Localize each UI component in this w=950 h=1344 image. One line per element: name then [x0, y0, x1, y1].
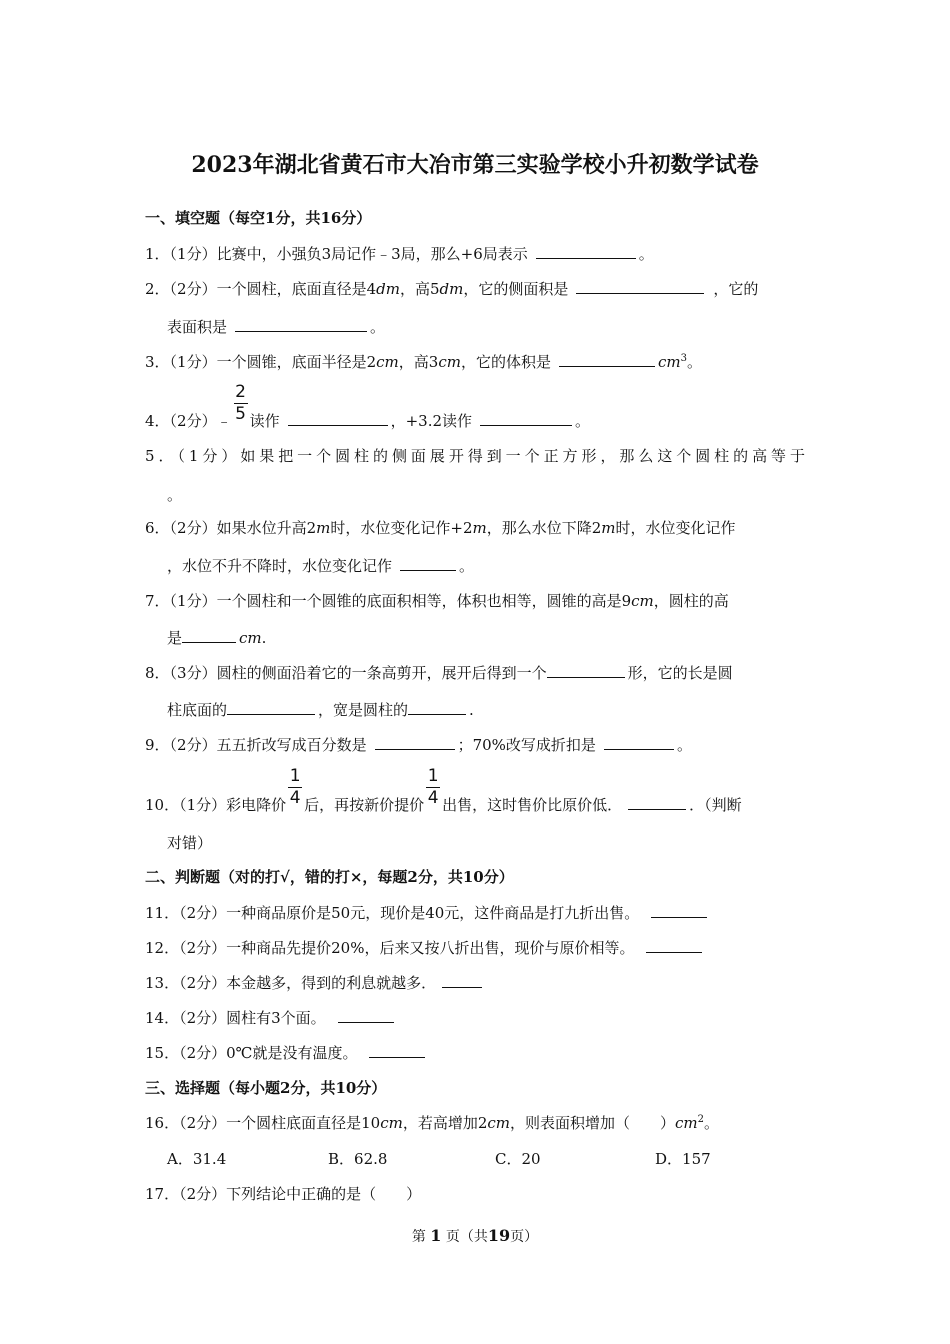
answer-blank[interactable]: [559, 352, 655, 367]
answer-blank[interactable]: [547, 663, 625, 678]
answer-blank[interactable]: [536, 244, 636, 259]
question-10-continued: 对错）: [167, 834, 213, 852]
answer-blank[interactable]: [480, 411, 572, 426]
question-9: 9．（2分）五五折改写成百分数是 ；70%改写成折扣是 。: [145, 736, 692, 754]
exam-title: 2023年湖北省黄石市大冶市第三实验学校小升初数学试卷: [191, 152, 759, 178]
answer-blank[interactable]: [576, 279, 704, 294]
answer-blank[interactable]: [604, 735, 674, 750]
answer-blank[interactable]: [646, 938, 702, 953]
answer-blank[interactable]: [408, 700, 466, 715]
question-7-continued: 是 cm.: [167, 629, 267, 647]
fraction-one-quarter: $\frac{1}{4}$: [289, 766, 301, 808]
section-multiple-choice: 三、选择题（每小题2分，共10分）: [145, 1079, 387, 1097]
question-12: 12．（2分）一种商品先提价20%，后来又按八折出售，现价与原价相等。: [145, 937, 705, 958]
option-b[interactable]: B．62.8: [328, 1150, 388, 1168]
question-1: 1．（1分）比赛中，小强负3局记作﹣3局，那么+6局表示 。: [145, 245, 654, 263]
question-5: 5．（1分）如果把一个圆柱的侧面展开得到一个正方形，那么这个圆柱的高等于: [145, 447, 805, 465]
question-5-continued: 。: [167, 486, 183, 504]
section-true-false: 二、判断题（对的打√，错的打×，每题2分，共10分）: [145, 868, 514, 886]
question-14: 14．（2分）圆柱有3个面。: [145, 1007, 397, 1028]
answer-blank[interactable]: [182, 628, 236, 643]
total-page-count: 19: [487, 1226, 511, 1245]
option-d[interactable]: D．157: [655, 1150, 711, 1168]
answer-blank[interactable]: [235, 317, 367, 332]
answer-blank[interactable]: [375, 735, 455, 750]
option-c[interactable]: C．20: [495, 1150, 541, 1168]
question-2: 2．（2分）一个圆柱，底面直径是4dm，高5dm，它的侧面积是 ，它的: [145, 280, 759, 298]
fraction-two-fifths: $\frac{2}{5}$: [235, 382, 246, 424]
answer-blank[interactable]: [369, 1043, 425, 1058]
question-7: 7．（1分）一个圆柱和一个圆锥的底面积相等，体积也相等，圆锥的高是9cm，圆柱的高: [145, 592, 729, 610]
answer-blank[interactable]: [338, 1008, 394, 1023]
answer-blank[interactable]: [442, 973, 482, 988]
section-fill-in-blank: 一、填空题（每空1分，共16分）: [145, 209, 372, 227]
answer-blank[interactable]: [227, 700, 315, 715]
question-15: 15．（2分）0℃就是没有温度。: [145, 1042, 428, 1063]
question-10: 10．（1分）彩电降价 $\frac{1}{4}$ 后，再按新价提价 $\frac{1}{4}$ 出售，这时售价比原价低． ．（判断: [145, 766, 742, 814]
question-8-continued: 柱底面的 ，宽是圆柱的 .: [167, 701, 474, 719]
question-16: 16．（2分）一个圆柱底面直径是10cm，若高增加2cm，则表面积增加（ ）$cm^2$。: [145, 1114, 720, 1132]
current-page-number: 1: [430, 1226, 442, 1245]
question-2-continued: 表面积是 。: [167, 318, 386, 336]
question-6: 6．（2分）如果水位升高2m时，水位变化记作+2m，那么水位下降2m时，水位变化记作: [145, 519, 736, 537]
option-a[interactable]: A．31.4: [167, 1150, 227, 1168]
question-11: 11．（2分）一种商品原价是50元，现价是40元，这件商品是打九折出售。: [145, 902, 710, 923]
fraction-one-quarter: $\frac{1}{4}$: [427, 766, 439, 808]
question-4: 4．（2分）﹣ $\frac{2}{5}$ 读作 ，+3.2读作 。: [145, 382, 591, 430]
question-3: 3．（1分）一个圆锥，底面半径是2cm，高3cm，它的体积是 $cm^3$。: [145, 353, 702, 371]
question-13: 13．（2分）本金越多，得到的利息就越多．: [145, 972, 485, 993]
page-footer: 第 1 页（共19页）: [411, 1226, 539, 1245]
answer-blank[interactable]: [651, 903, 707, 918]
answer-blank[interactable]: [400, 556, 456, 571]
answer-blank[interactable]: [628, 795, 686, 810]
question-6-continued: ，水位不升不降时，水位变化记作 。: [167, 557, 475, 575]
answer-blank[interactable]: [288, 411, 388, 426]
question-17: 17．（2分）下列结论中正确的是（ ）: [145, 1185, 422, 1203]
question-8: 8．（3分）圆柱的侧面沿着它的一条高剪开，展开后得到一个 形，它的长是圆: [145, 664, 733, 682]
